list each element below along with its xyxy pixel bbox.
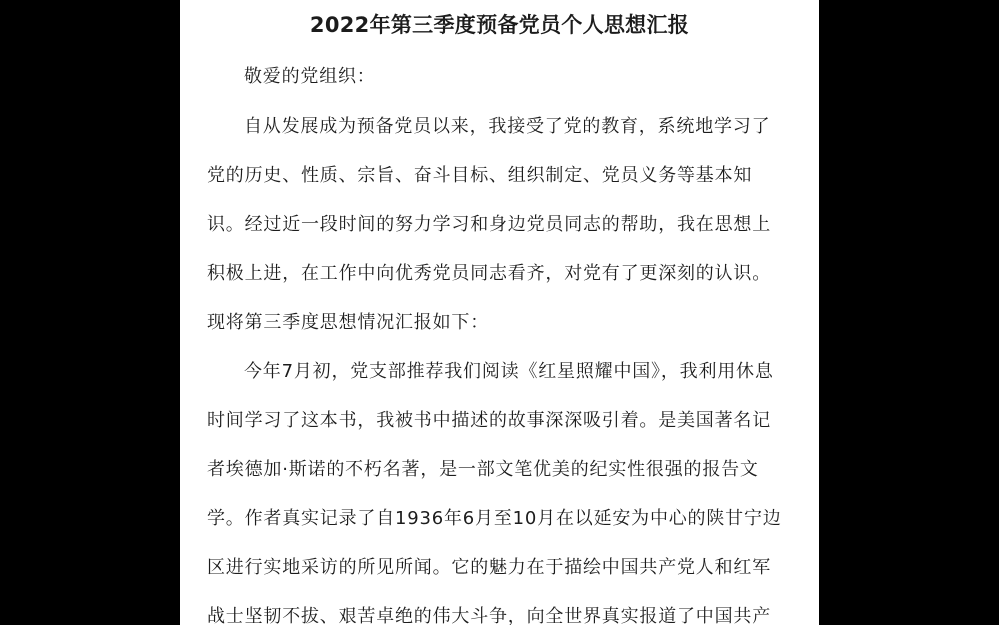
paragraph-line: 识。经过近一段时间的努力学习和身边党员同志的帮助，我在思想上	[207, 214, 771, 235]
paragraph-line: 时间学习了这本书，我被书中描述的故事深深吸引着。是美国著名记	[207, 410, 771, 431]
document-title: 2022年第三季度预备党员个人思想汇报	[309, 13, 690, 37]
paragraph-line: 学。作者真实记录了自1936年6月至10月在以延安为中心的陕甘宁边	[207, 508, 782, 529]
paragraph-line: 积极上进，在工作中向优秀党员同志看齐，对党有了更深刻的认识。	[207, 263, 771, 284]
paragraph-line: 区进行实地采访的所见所闻。它的魅力在于描绘中国共产党人和红军	[207, 557, 771, 578]
paragraph-line: 今年7月初，党支部推荐我们阅读《红星照耀中国》，我利用休息	[244, 361, 774, 382]
salutation: 敬爱的党组织：	[244, 66, 376, 87]
paragraph-line: 党的历史、性质、宗旨、奋斗目标、组织制定、党员义务等基本知	[207, 165, 753, 186]
paragraph-line: 现将第三季度思想情况汇报如下：	[207, 312, 489, 333]
paragraph-line: 者埃德加·斯诺的不朽名著，是一部文笔优美的纪实性很强的报告文	[207, 459, 759, 480]
paragraph-line: 自从发展成为预备党员以来，我接受了党的教育，系统地学习了	[244, 116, 771, 137]
document-page	[180, 0, 819, 625]
paragraph-line: 战士坚韧不拔、艰苦卓绝的伟大斗争，向全世界真实报道了中国共产	[207, 606, 771, 625]
